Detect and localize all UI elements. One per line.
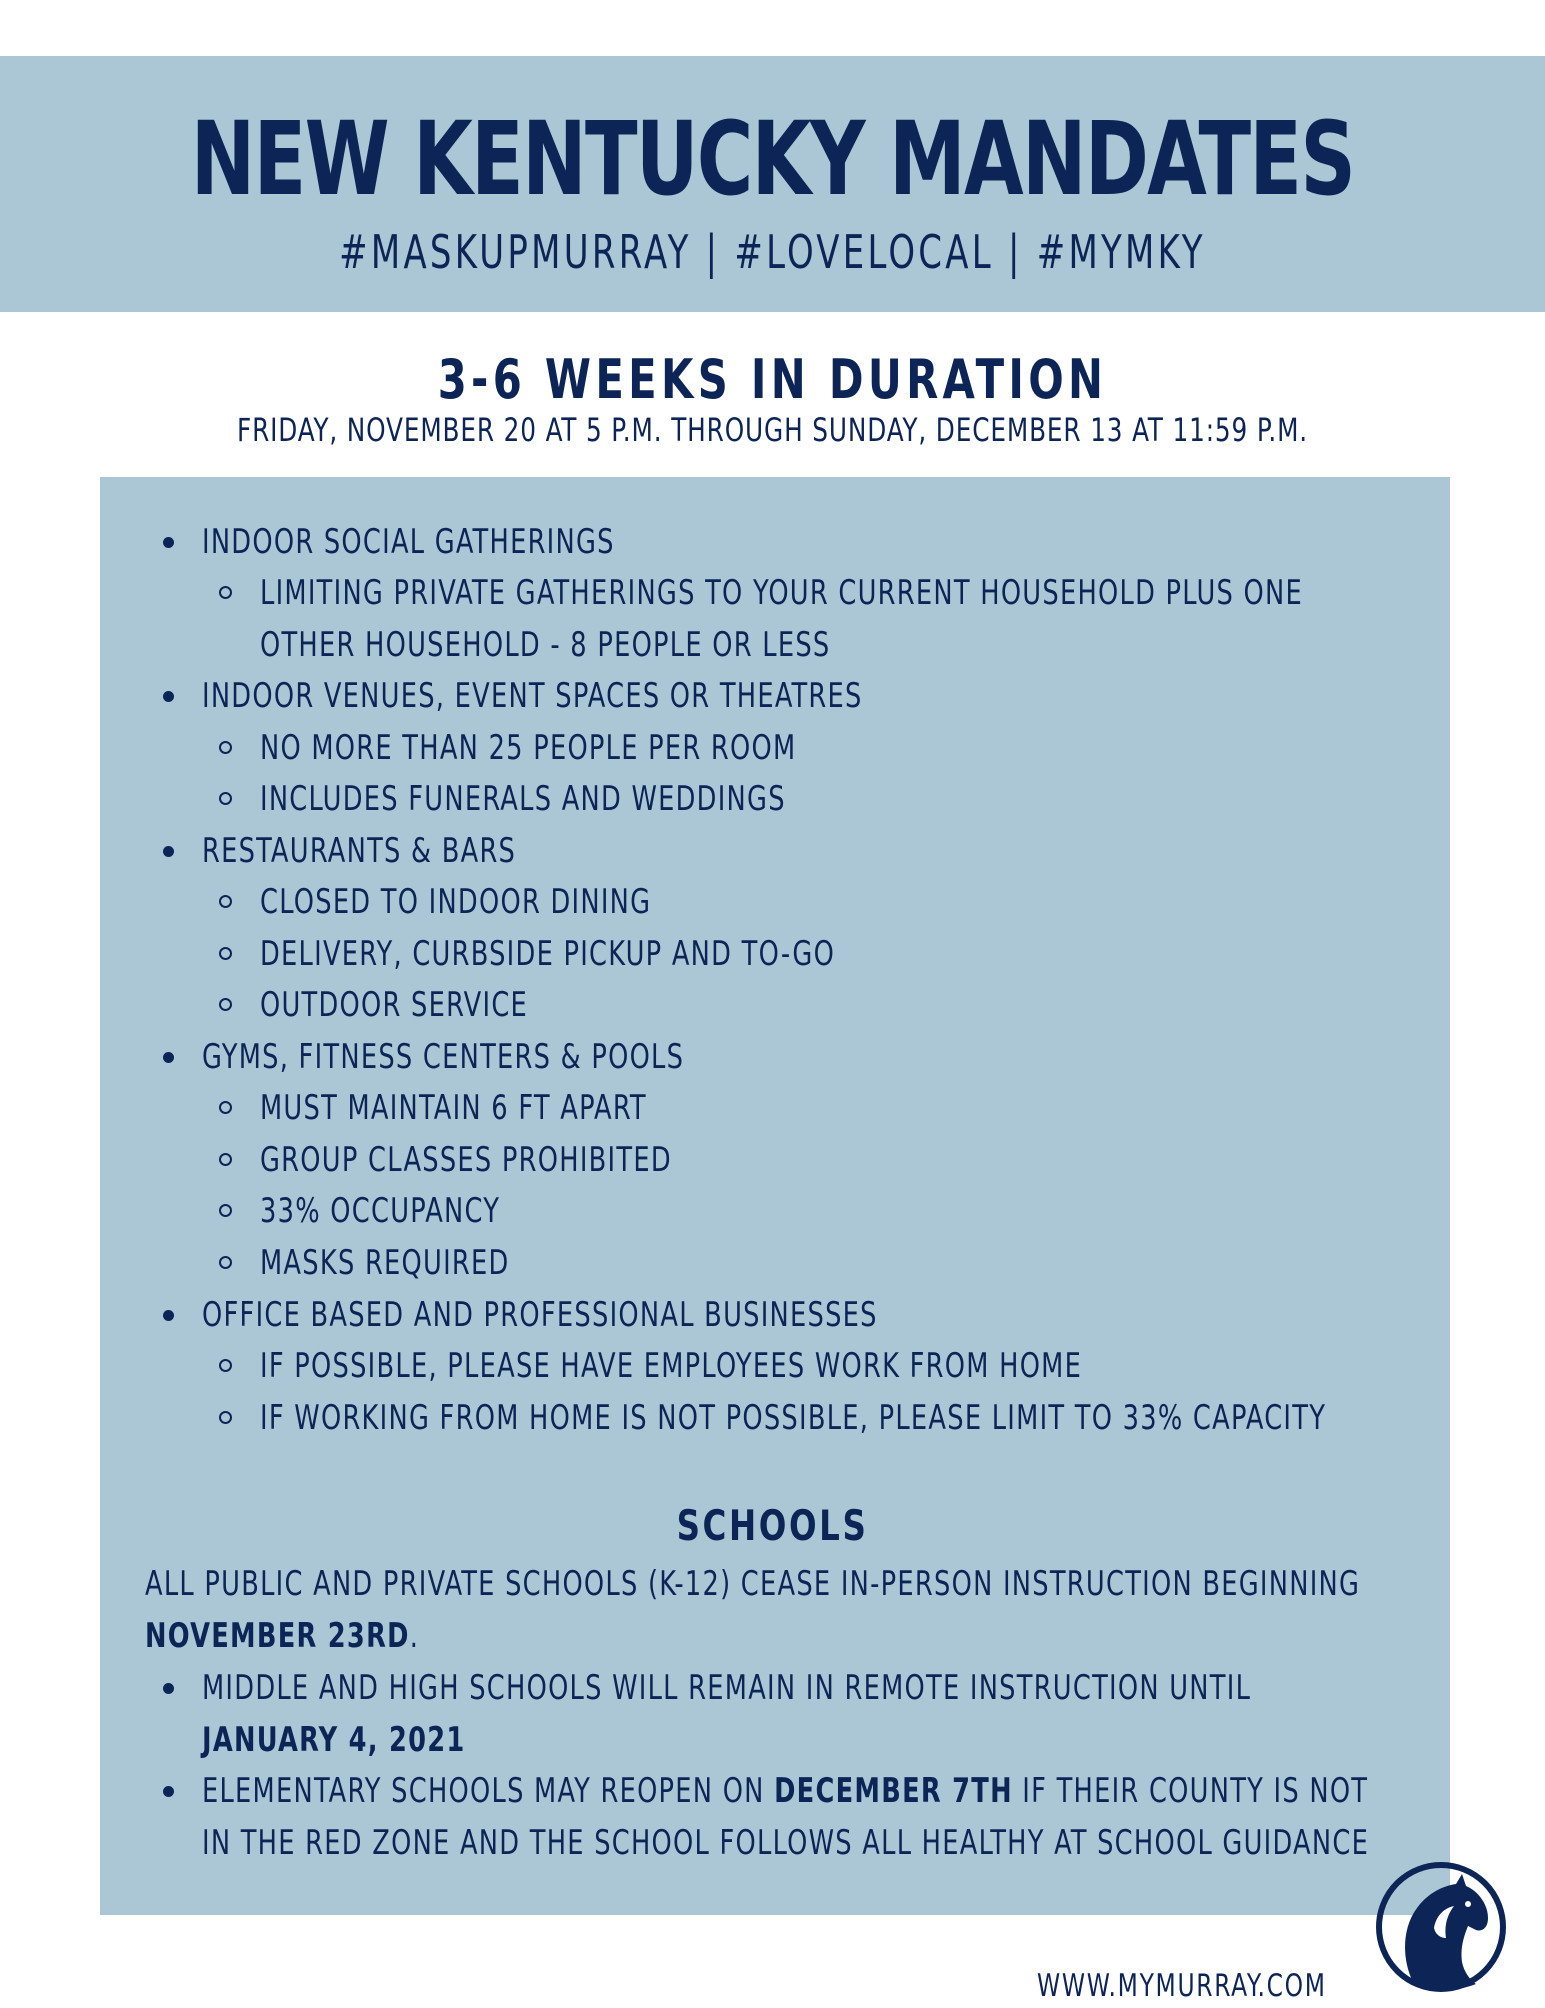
bullet-icon bbox=[163, 1683, 174, 1694]
sub-bullet-icon bbox=[219, 741, 232, 754]
hashtags: #MASKUPMURRAY | #LOVELOCAL | #MYMKY bbox=[339, 225, 1206, 279]
horse-head-logo-icon bbox=[1372, 1858, 1510, 1996]
sub-bullet-icon bbox=[219, 1153, 232, 1166]
mandate-item: NO MORE THAN 25 PEOPLE PER ROOM bbox=[260, 728, 797, 768]
bullet-icon bbox=[163, 846, 174, 857]
bullet-icon bbox=[163, 537, 174, 548]
mandate-item: MASKS REQUIRED bbox=[260, 1243, 510, 1283]
sub-bullet-icon bbox=[219, 947, 232, 960]
mandate-item: IF WORKING FROM HOME IS NOT POSSIBLE, PLEASE LIMIT TO 33% CAPACITY bbox=[260, 1398, 1327, 1438]
sub-bullet-icon bbox=[219, 792, 232, 805]
schools-bullet-2-line2: IN THE RED ZONE AND THE SCHOOL FOLLOWS ALL HEALTHY AT SCHOOL GUIDANCE bbox=[202, 1823, 1370, 1863]
mandate-heading: INDOOR SOCIAL GATHERINGS bbox=[202, 522, 615, 562]
mandate-item: OTHER HOUSEHOLD - 8 PEOPLE OR LESS bbox=[260, 625, 831, 665]
sub-bullet-icon bbox=[219, 998, 232, 1011]
bullet-icon bbox=[163, 1310, 174, 1321]
mandate-heading: OFFICE BASED AND PROFESSIONAL BUSINESSES bbox=[202, 1295, 878, 1335]
sub-bullet-icon bbox=[219, 1204, 232, 1217]
mandate-item: GROUP CLASSES PROHIBITED bbox=[260, 1140, 672, 1180]
mandate-item: MUST MAINTAIN 6 FT APART bbox=[260, 1088, 647, 1128]
mandate-heading: GYMS, FITNESS CENTERS & POOLS bbox=[202, 1037, 685, 1077]
mandate-item: 33% OCCUPANCY bbox=[260, 1191, 501, 1231]
schools-bullet-1-date bbox=[202, 1714, 466, 1766]
schools-reopen-date: DECEMBER 7TH bbox=[774, 1771, 1013, 1811]
sub-bullet-icon bbox=[219, 895, 232, 908]
schools-start-date: NOVEMBER 23RD bbox=[145, 1616, 410, 1656]
schools-bullet-2 bbox=[202, 1765, 1368, 1817]
sub-bullet-icon bbox=[219, 1411, 232, 1424]
sub-bullet-icon bbox=[219, 1256, 232, 1269]
mandate-item: OUTDOOR SERVICE bbox=[260, 985, 529, 1025]
page-title: NEW KENTUCKY MANDATES bbox=[190, 100, 1355, 219]
mandate-heading: RESTAURANTS & BARS bbox=[202, 831, 517, 871]
mandate-item: INCLUDES FUNERALS AND WEDDINGS bbox=[260, 779, 786, 819]
mandate-item: DELIVERY, CURBSIDE PICKUP AND TO-GO bbox=[260, 934, 836, 974]
schools-bullet-2-pre: ELEMENTARY SCHOOLS MAY REOPEN ON bbox=[202, 1771, 775, 1811]
schools-bullet-1: MIDDLE AND HIGH SCHOOLS WILL REMAIN IN REMOTE INSTRUCTION UNTIL bbox=[202, 1668, 1252, 1708]
mandate-item: LIMITING PRIVATE GATHERINGS TO YOUR CURRENT HOUSEHOLD PLUS ONE bbox=[260, 573, 1303, 613]
sub-bullet-icon bbox=[219, 1359, 232, 1372]
schools-intro-text: ALL PUBLIC AND PRIVATE SCHOOLS (K-12) CEASE IN-PERSON INSTRUCTION BEGINNING bbox=[145, 1564, 1361, 1604]
schools-bullet-2-post: IF THEIR COUNTY IS NOT bbox=[1012, 1771, 1369, 1811]
schools-remote-until-date: JANUARY 4, 2021 bbox=[202, 1720, 466, 1760]
schools-intro-date-line bbox=[145, 1610, 419, 1662]
mandate-heading: INDOOR VENUES, EVENT SPACES OR THEATRES bbox=[202, 676, 863, 716]
footer-url[interactable]: WWW.MYMURRAY.COM bbox=[1037, 1968, 1327, 2004]
duration-heading: 3-6 WEEKS IN DURATION bbox=[437, 348, 1108, 411]
duration-dates: FRIDAY, NOVEMBER 20 AT 5 P.M. THROUGH SUNDAY, DECEMBER 13 AT 11:59 P.M. bbox=[236, 411, 1309, 449]
sub-bullet-icon bbox=[219, 1101, 232, 1114]
mandate-item: CLOSED TO INDOOR DINING bbox=[260, 882, 652, 922]
bullet-icon bbox=[163, 691, 174, 702]
schools-intro bbox=[145, 1558, 1360, 1610]
header-banner bbox=[0, 56, 1545, 312]
sub-bullet-icon bbox=[219, 586, 232, 599]
schools-heading: SCHOOLS bbox=[676, 1501, 869, 1550]
mandate-item: IF POSSIBLE, PLEASE HAVE EMPLOYEES WORK FROM HOME bbox=[260, 1346, 1083, 1386]
bullet-icon bbox=[163, 1052, 174, 1063]
bullet-icon bbox=[163, 1786, 174, 1797]
schools-intro-end: . bbox=[409, 1616, 420, 1656]
